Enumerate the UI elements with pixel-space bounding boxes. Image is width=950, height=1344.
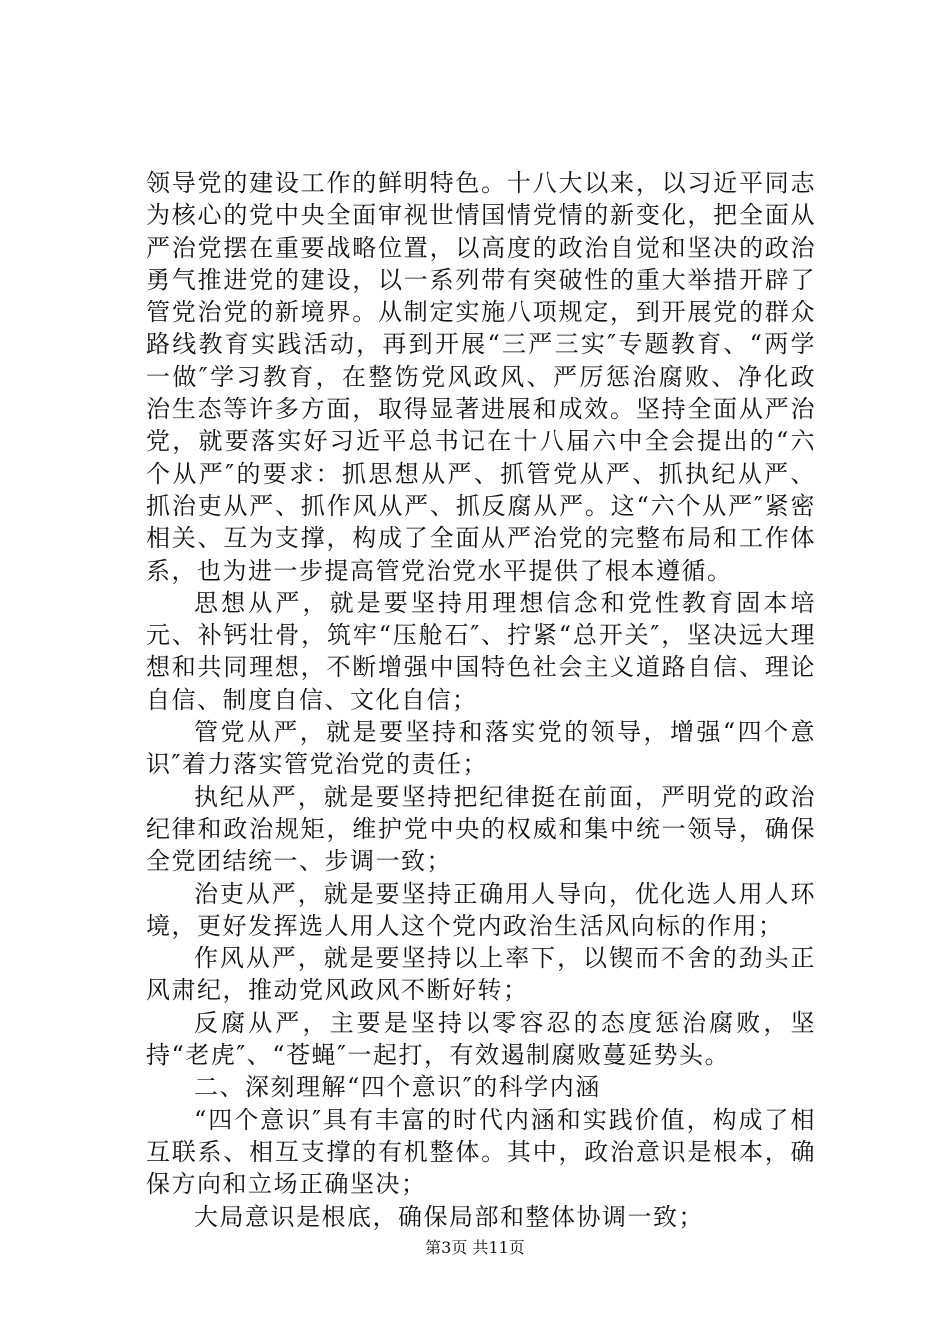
paragraph-conduct-strict: 作风从严，就是要坚持以上率下，以锲而不舍的劲头正风肃纪，推动党风政风不断好转； <box>146 944 816 1005</box>
page-number-footer: 第3页 共11页 <box>425 1238 525 1257</box>
section-heading: 二、深刻理解“四个意识″的科学内涵 <box>194 1073 601 1102</box>
paragraph-anticorruption-strict: 反腐从严，主要是坚持以零容忍的态度惩治腐败，坚持“老虎″、“苍蝇″一起打，有效遏制腐败蔓延势头。 <box>146 1008 816 1070</box>
paragraph-officials-strict: 治吏从严，就是要坚持正确用人导向，优化选人用人环境，更好发挥选人用人这个党内政治生活风向标的作用； <box>146 879 816 940</box>
paragraph-four-consciousness: “四个意识″具有丰富的时代内涵和实践价值，构成了相互联系、相互支撑的有机整体。其中，政治意识是根本，确保方向和立场正确坚决； <box>146 1105 816 1199</box>
paragraph-overall-situation: 大局意识是根底，确保局部和整体协调一致； <box>194 1202 704 1231</box>
body-text <box>146 167 816 1233</box>
paragraph-intro-continued: 领导党的建设工作的鲜明特色。十八大以来，以习近平同志为核心的党中央全面审视世情国情党情的新变化，把全面从严治党摆在重要战略位置，以高度的政治自觉和坚决的政治勇气推进党的建设，以一系列带有突破性的重大举措开辟了管党治党的新境界。从制定实施八项规定，到开展党的群众路线教育实践活动，再到开展“三严三实″专题教育、“两学一做″学习教育，在整饬党风政风、严厉惩治腐败、净化政治生态等许多方面，取得显著进展和成效。坚持全面从严治党，就要落实好习近平总书记在十八届六中全会提出的“六个从严″的要求：抓思想从严、抓管党从严、抓执纪从严、抓治吏从严、抓作风从严、抓反腐从严。这“六个从严″紧密相关、互为支撑，构成了全面从严治党的完整布局和工作体系，也为进一步提高管党治党水平提供了根本遵循。 <box>146 169 816 585</box>
paragraph-thought-strict: 思想从严，就是要坚持用理想信念和党性教育固本培元、补钙壮骨，筑牢“压舱石″、拧紧“总开关″，坚决远大理想和共同理想，不断增强中国特色社会主义道路自信、理论自信、制度自信、文化自信； <box>146 588 816 714</box>
paragraph-discipline-strict: 执纪从严，就是要坚持把纪律挺在前面，严明党的政治纪律和政治规矩，维护党中央的权威和集中统一领导，确保全党团结统一、步调一致； <box>146 782 816 876</box>
paragraph-party-management-strict: 管党从严，就是要坚持和落实党的领导，增强“四个意识″着力落实管党治党的责任； <box>146 718 816 779</box>
